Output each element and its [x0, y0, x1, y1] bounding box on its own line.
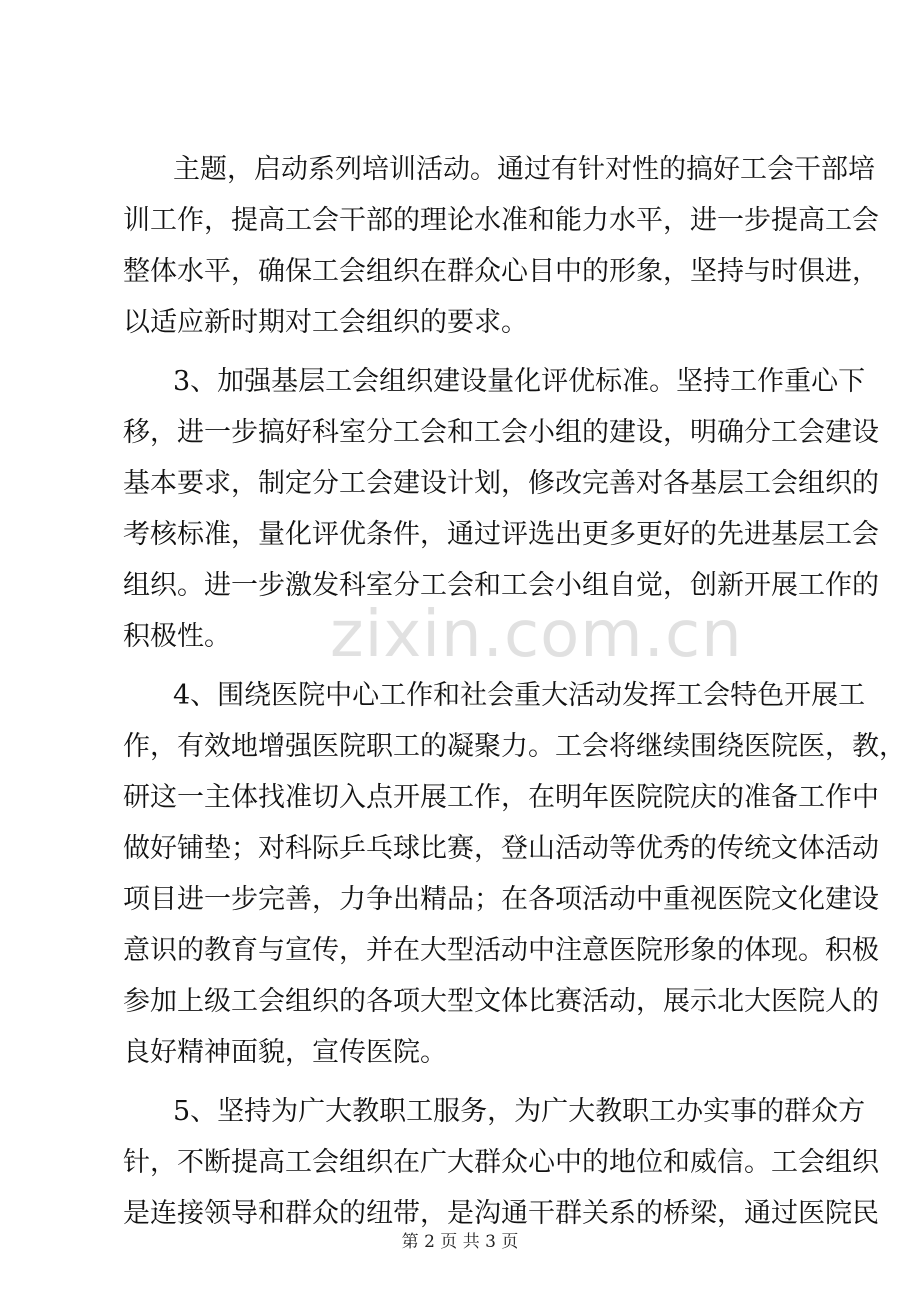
- text-line: 基本要求，制定分工会建设计划，修改完善对各基层工会组织的: [123, 468, 879, 499]
- text-line: 是连接领导和群众的纽带，是沟通干群关系的桥梁，通过医院民: [123, 1198, 879, 1229]
- text-line: 4、围绕医院中心工作和社会重大活动发挥工会特色开展工: [173, 680, 866, 711]
- text-line: 参加上级工会组织的各项大型文体比赛活动，展示北大医院人的: [123, 986, 879, 1017]
- text-line: 作，有效地增强医院职工的凝聚力。工会将继续围绕医院医，教，: [123, 731, 906, 762]
- text-line: 以适应新时期对工会组织的要求。: [123, 307, 528, 338]
- text-line: 5、坚持为广大教职工服务，为广大教职工办实事的群众方: [173, 1096, 866, 1127]
- watermark: zixin.com.cn: [330, 598, 743, 672]
- text-line: 组织。进一步激发科室分工会和工会小组自觉，创新开展工作的: [123, 570, 879, 601]
- text-line: 3、加强基层工会组织建设量化评优标准。坚持工作重心下: [173, 366, 866, 397]
- text-line: 考核标准，量化评优条件，通过评选出更多更好的先进基层工会: [123, 519, 879, 550]
- text-line: 训工作，提高工会干部的理论水准和能力水平，进一步提高工会: [123, 205, 879, 236]
- text-line: 移，进一步搞好科室分工会和工会小组的建设，明确分工会建设: [123, 417, 879, 448]
- page-number-footer: 第 2 页 共 3 页: [401, 1232, 519, 1252]
- text-line: 良好精神面貌，宣传医院。: [123, 1037, 447, 1068]
- text-line: 主题，启动系列培训活动。通过有针对性的搞好工会干部培: [173, 154, 875, 185]
- text-line: 项目进一步完善，力争出精品；在各项活动中重视医院文化建设: [123, 884, 879, 915]
- text-line: 研这一主体找准切入点开展工作，在明年医院院庆的准备工作中: [123, 782, 879, 813]
- text-line: 积极性。: [123, 621, 231, 652]
- text-line: 针，不断提高工会组织在广大群众心中的地位和威信。工会组织: [123, 1147, 879, 1178]
- text-line: 意识的教育与宣传，并在大型活动中注意医院形象的体现。积极: [123, 935, 879, 966]
- text-line: 做好铺垫；对科际乒乓球比赛，登山活动等优秀的传统文体活动: [123, 833, 879, 864]
- text-line: 整体水平，确保工会组织在群众心目中的形象，坚持与时俱进，: [123, 256, 879, 287]
